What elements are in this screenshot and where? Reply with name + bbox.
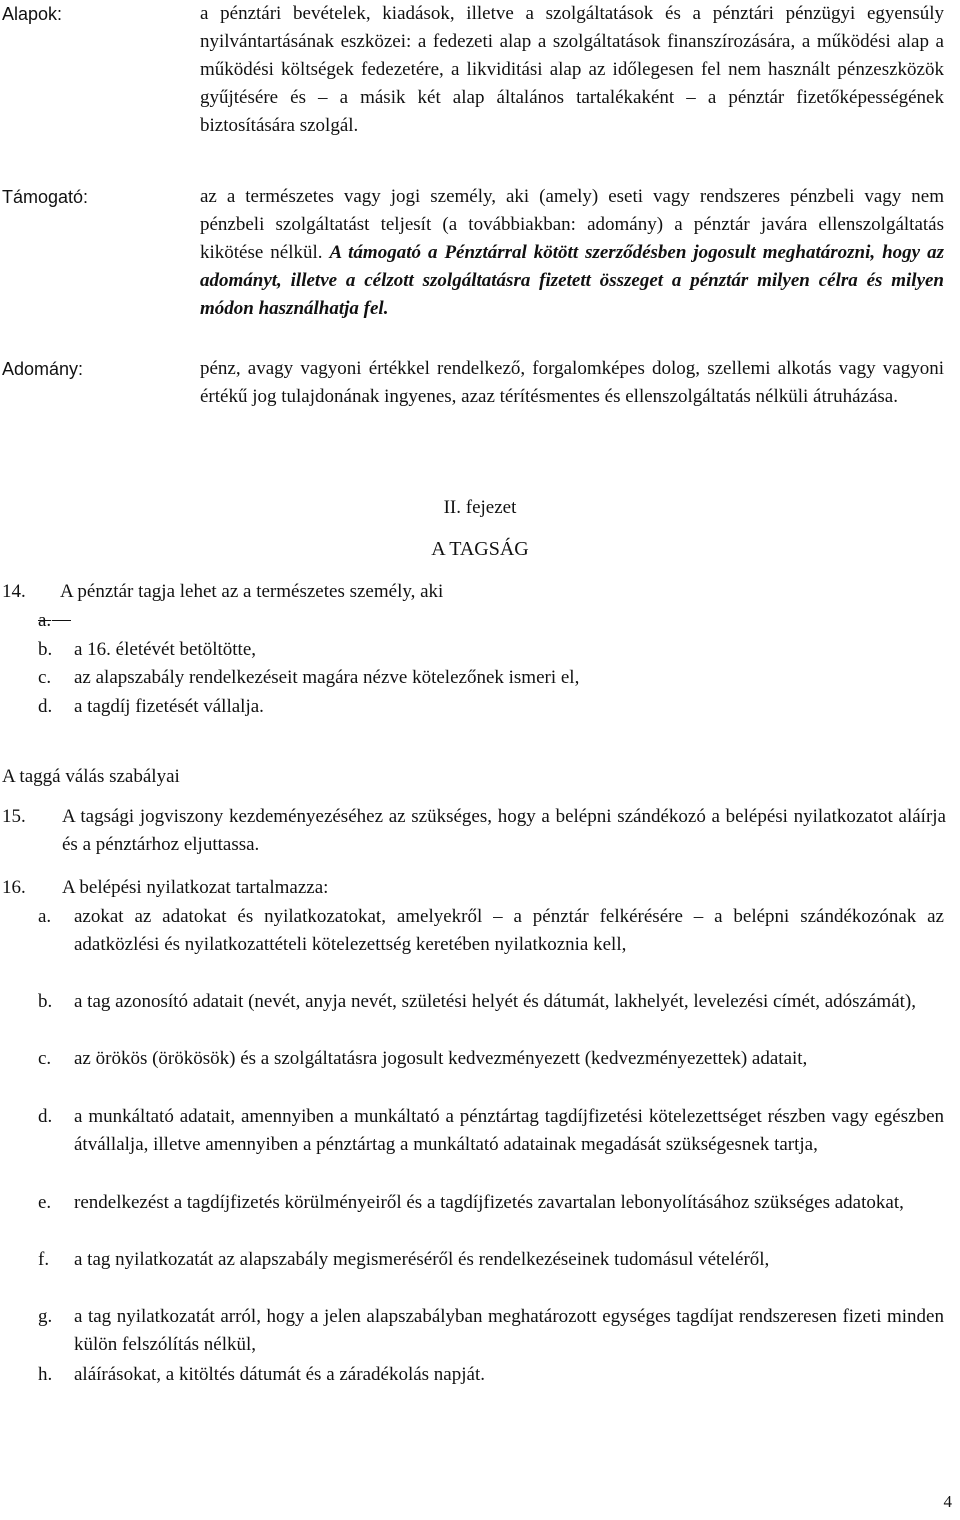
- list-letter: a.: [38, 610, 52, 631]
- list-text: a tagdíj fizetését vállalja.: [74, 696, 264, 717]
- list-text: a tag azonosító adatait (nevét, anyja nevét, születési helyét és dátumát, lakhelyét, levelezési címét, adószámát),: [74, 991, 916, 1012]
- list-letter: e.: [38, 1192, 52, 1213]
- list-letter: g.: [38, 1306, 53, 1327]
- page-number: 4: [943, 1492, 952, 1511]
- definition-term: Alapok:: [2, 4, 63, 24]
- section-text: A belépési nyilatkozat tartalmazza:: [62, 877, 329, 898]
- list-text: az örökös (örökösök) és a szolgáltatásra jogosult kedvezményezett (kedvezményezettek) adatait,: [74, 1048, 808, 1069]
- list-text: azokat az adatokat és nyilatkozatokat, amelyekről – a pénztár felkérésére – a belépni szándékozónak az adatközlési és nyilatkozattételi kötelezettség keretében nyilatkoznia kell,: [74, 906, 944, 955]
- list-letter: d.: [38, 1106, 53, 1127]
- strike-dash: [52, 607, 71, 635]
- list-text: a tag nyilatkozatát arról, hogy a jelen alapszabályban meghatározott egységes tagdíjat rendszeresen fizeti minden külön felszólítás nélkül,: [74, 1306, 944, 1355]
- definition-text-block: [200, 183, 944, 323]
- list-text: aláírásokat, a kitöltés dátumát és a záradékolás napját.: [74, 1364, 485, 1385]
- section-number: 15.: [2, 806, 26, 827]
- list-letter: a.: [38, 906, 52, 927]
- definition-emphasis: A támogató a Pénztárral kötött szerződésben jogosult meghatározni, hogy az adományt, illetve a célzott szolgáltatásra fizetett összeget a pénztár milyen célra és milyen módon használhatja fel.: [200, 242, 944, 319]
- definition-term: Adomány:: [2, 359, 84, 379]
- list-letter: b.: [38, 991, 53, 1012]
- list-letter: d.: [38, 696, 53, 717]
- section-number: 16.: [2, 877, 26, 898]
- list-letter: f.: [38, 1249, 50, 1270]
- list-letter: c.: [38, 667, 52, 688]
- list-text: rendelkezést a tagdíjfizetés körülményeiről és a tagdíjfizetés zavartalan lebonyolításához szükséges adatokat,: [74, 1192, 904, 1213]
- section-number: 14.: [2, 581, 26, 602]
- section-text: A pénztár tagja lehet az a természetes személy, aki: [60, 581, 444, 602]
- list-text: a munkáltató adatait, amennyiben a munkáltató a pénztártag tagdíjfizetési kötelezettséget részben vagy egészben átvállalja, illetve amennyiben a pénztártag a munkáltató adatainak megadását szükségesnek tartja,: [74, 1106, 944, 1155]
- definition-text: az a természetes vagy jogi személy, aki (amely) eseti vagy rendszeres pénzbeli vagy nem pénzbeli szolgáltatást teljesít (a továbbiakban: adomány) a pénztár javára ellenszolgáltatás kikötése nélkül.: [200, 186, 944, 263]
- list-text: a tag nyilatkozatát az alapszabály megismeréséről és rendelkezéseinek tudomásul vételéről,: [74, 1249, 770, 1270]
- list-letter: h.: [38, 1364, 53, 1385]
- chapter-title: A TAGSÁG: [431, 538, 529, 560]
- definition-text: pénz, avagy vagyoni értékkel rendelkező, forgalomképes dolog, szellemi alkotás vagy vagyoni értékű jog tulajdonának ingyenes, azaz térítésmentes és ellenszolgáltatás nélküli átruházása.: [200, 358, 944, 407]
- subheading: A taggá válás szabályai: [2, 766, 180, 787]
- list-text: a 16. életévét betöltötte,: [74, 639, 257, 660]
- definition-text: a pénztári bevételek, kiadások, illetve a szolgáltatások és a pénztári pénzügyi egyensúly nyilvántartásának eszközei: a fedezeti alap a szolgáltatások finanszírozására, a működési alap a működési költségek fedezetére, a likviditási alap az időlegesen fel nem használt pénzeszközök gyűjtésére és – a másik két alap általános tartalékaként – a pénztár fizetőképességének biztosítására szolgál.: [200, 3, 944, 136]
- list-letter: b.: [38, 639, 53, 660]
- list-text: az alapszabály rendelkezéseit magára nézve kötelezőnek ismeri el,: [74, 667, 580, 688]
- definition-term: Támogató:: [2, 187, 89, 207]
- chapter-number: II. fejezet: [443, 497, 517, 518]
- section-text: A tagsági jogviszony kezdeményezéséhez az szükséges, hogy a belépni szándékozó a belépési nyilatkozatot aláírja és a pénztárhoz eljuttassa.: [62, 806, 946, 855]
- list-letter: c.: [38, 1048, 52, 1069]
